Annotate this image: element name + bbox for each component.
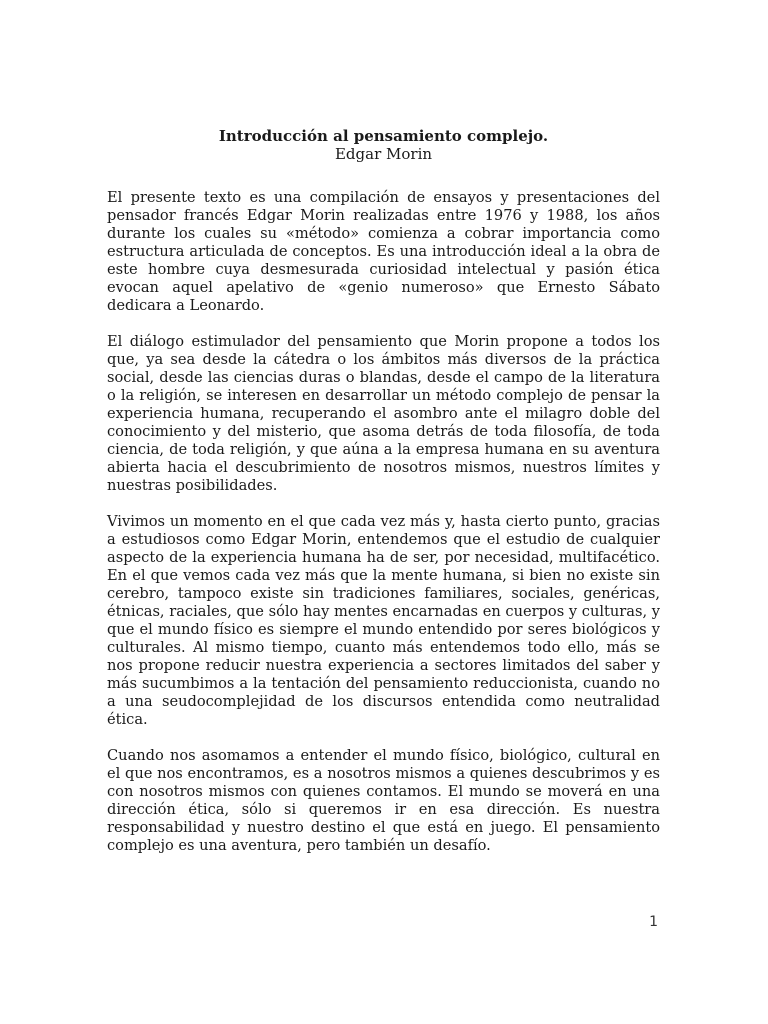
page-number: 1	[649, 914, 658, 930]
document-page	[107, 127, 660, 873]
paragraph: Vivimos un momento en el que cada vez más y, hasta cierto punto, gracias a estudiosos como Edgar Morin, entendemos que el estudio de cualquier aspecto de la experiencia humana ha de ser, por necesidad, multifacético. En el que vemos cada vez más que la mente humana, si bien no existe sin cerebro, tampoco existe sin tradiciones familiares, sociales, genéricas, étnicas, raciales, que sólo hay mentes encarnadas en cuerpos y culturas, y que el mundo físico es siempre el mundo entendido por seres biológicos y culturales. Al mismo tiempo, cuanto más entendemos todo ello, más se nos propone reducir nuestra experiencia a sectores limitados del saber y más sucumbimos a la tentación del pensamiento reduccionista, cuando no a una seudocomplejidad de los discursos entendida como neutralidad ética.	[107, 513, 660, 728]
document-author: Edgar Morin	[334, 145, 433, 163]
paragraph: El presente texto es una compilación de ensayos y presentaciones del pensador francés Edgar Morin realizadas entre 1976 y 1988, los años durante los cuales su «método» comienza a cobrar importancia como estructura articulada de conceptos. Es una introducción ideal a la obra de este hombre cuya desmesurada curiosidad intelectual y pasión ética evocan aquel apelativo de «genio numeroso» que Ernesto Sábato dedicara a Leonardo.	[107, 189, 660, 314]
paragraph: Cuando nos asomamos a entender el mundo físico, biológico, cultural en el que nos encontramos, es a nosotros mismos a quienes descubrimos y es con nosotros mismos con quienes contamos. El mundo se moverá en una dirección ética, sólo si queremos ir en esa dirección. Es nuestra responsabilidad y nuestro destino el que está en juego. El pensamiento complejo es una aventura, pero también un desafío.	[107, 747, 660, 854]
document-title: Introducción al pensamiento complejo.	[218, 127, 549, 145]
paragraph: El diálogo estimulador del pensamiento que Morin propone a todos los que, ya sea desde la cátedra o los ámbitos más diversos de la práctica social, desde las ciencias duras o blandas, desde el campo de la literatura o la religión, se interesen en desarrollar un método complejo de pensar la experiencia humana, recuperando el asombro ante el milagro doble del conocimiento y del misterio, que asoma detrás de toda filosofía, de toda ciencia, de toda religión, y que aúna a la empresa humana en su aventura abierta hacia el descubrimiento de nosotros mismos, nuestros límites y nuestras posibilidades.	[107, 333, 660, 494]
